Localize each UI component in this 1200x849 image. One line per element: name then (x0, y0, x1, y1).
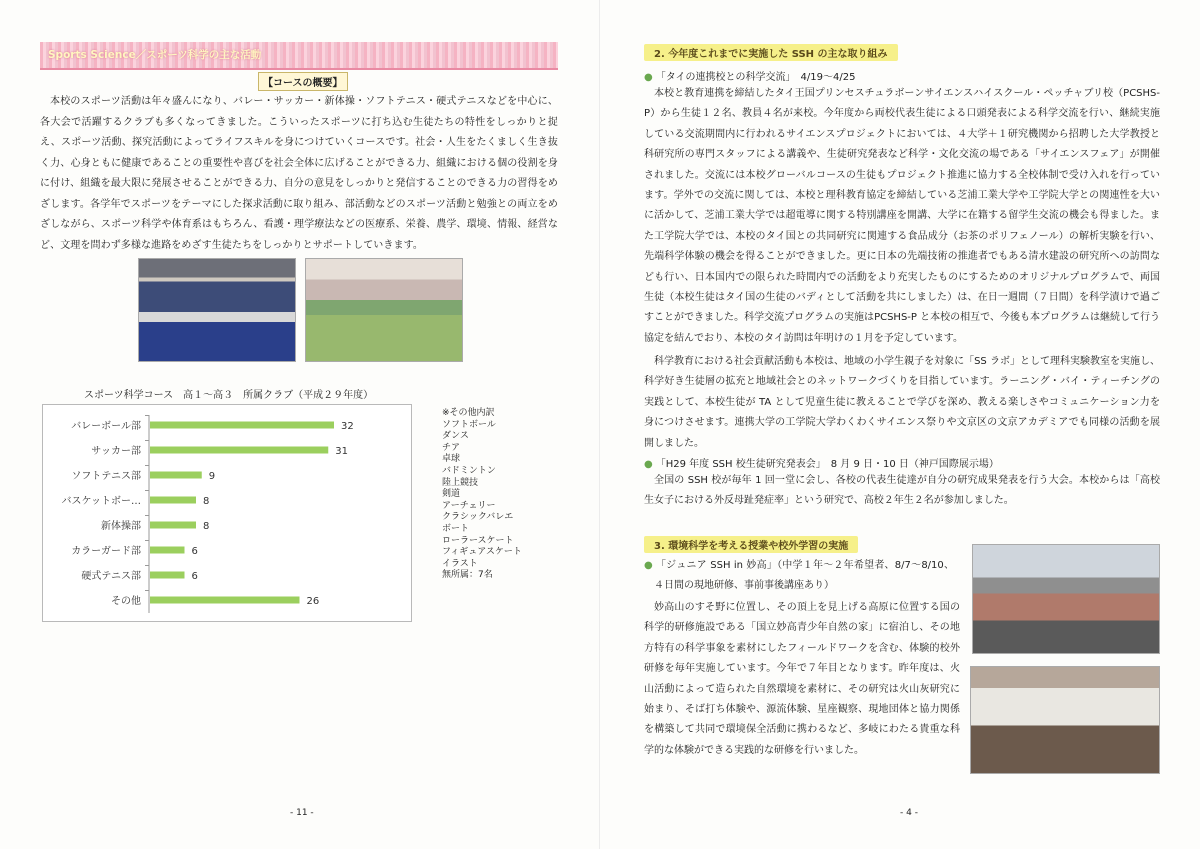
data-label: 6 (191, 571, 198, 582)
category-label: その他 (111, 596, 141, 607)
bar (150, 447, 328, 454)
bar (150, 547, 185, 554)
category-label: ソフトテニス部 (71, 471, 141, 482)
h29-presentation-paragraph: 全国の SSH 校が毎年 1 回一堂に会し、各校の代表生徒達が自分の研究成果発表を行う大会。本校からは「高校生女子における外反母趾発症率」という研究で、高校２年生２名が参加しました。 (644, 475, 1160, 507)
other-item: アーチェリー (442, 500, 496, 511)
other-item: ローラースケート (442, 535, 514, 546)
soccer-photo (305, 258, 463, 362)
data-label: 6 (191, 546, 198, 557)
junior-ssh-title-text: 「ジュニア SSH in 妙高」（中学１年〜２年希望者、8/7〜8/10、４日間の現地研修、事前事後講座あり） (654, 560, 954, 592)
bar (150, 472, 202, 479)
bullet-icon: ● (644, 560, 653, 571)
course-overview-text: 本校のスポーツ活動は年々盛んになり、バレー・サッカー・新体操・ソフトテニス・硬式テニスなどを中心に、各大会で活躍するクラブも多くなってきました。こういったスポーツに打ち込む生徒たちの特性をしっかりと捉え、スポーツ活動、探究活動によってライフスキルを身につけていくコースです。社会・人生をたくましく生き抜く力、心身ともに健康であることの重要性や喜びを社会全体に広げることができる力、組織における個の役割を身に付け、組織を最大限に発展させることができる力、自分の意見をしっかりと発信することのできる力の習得をめざします。各学年でスポーツをテーマにした探求活動に取り組み、部活動などのスポーツ活動と勉強との両立をめざしながら、スポーツ科学や体育系はもちろん、看護・理学療法などの医療系、栄養、農学、環境、情報、経営など、文理を問わず多様な進路をめざす生徒たちをしっかりとサポートしていきます。 (40, 96, 558, 251)
bar (150, 497, 196, 504)
other-item: ソフトボール (442, 419, 496, 430)
data-label: 8 (203, 521, 210, 532)
category-label: 硬式テニス部 (81, 571, 141, 582)
right-page (600, 0, 1200, 849)
category-label: サッカー部 (91, 446, 141, 457)
banner-title: Sports Science／スポーツ科学の主な活動 (48, 49, 262, 61)
club-bar-chart (42, 404, 412, 622)
other-breakdown-title: ※その他内訳 (442, 408, 495, 418)
bar (150, 522, 196, 529)
unaffiliated-note: 無所属：7名 (442, 570, 493, 581)
other-item: ダンス (442, 431, 469, 442)
junior-ssh-paragraph: 妙高山のすそ野に位置し、その頂上を見上げる高原に位置する国の科学的研修施設である「国立妙高青少年自然の家」に宿泊し、その地方特有の科学事象を素材にしたフィールドワークを含む、体験的校外研修を毎年実施しています。今年で７年目となります。昨年度は、火山活動によって造られた自然環境を素材に、その研究は火山灰研究に始まり、そば打ち体験や、源流体験、星座観察、現地団体と協力関係を構築して共同で環境保全活動に携わるなど、多岐にわたる貴重な科学的な体験ができる実践的な研修を行いました。 (644, 602, 960, 756)
chart-title: スポーツ科学コース 高１〜高３ 所属クラブ（平成２９年度） (84, 390, 374, 401)
h29-presentation-title-text: 「H29 年度 SSH 校生徒研究発表会」 8 月 9 日・10 日（神戸国際展示場） (655, 459, 999, 470)
ss-lab-paragraph: 科学教育における社会貢献活動も本校は、地域の小学生親子を対象に「SS ラボ」として理科実験教室を実施し、科学好き生徒層の拡充と地域社会とのネットワークづくりを目指しています。ラーニング・バイ・ティーチングの実践として、本校生徒が TA として児童生徒に教えることで学びを深め、教える楽しさやコミュニケーション力を身につけさせます。連携大学の工学院大学わくわくサイエンス祭りや文京区の文京アカデミアでも同様の活動を展開しました。 (644, 356, 1160, 449)
other-breakdown-items (442, 420, 522, 571)
other-item: クラシックバレエ (442, 512, 514, 523)
street-group-photo (972, 544, 1160, 654)
junior-ssh-title (644, 556, 954, 597)
other-item: 剣道 (442, 489, 461, 500)
other-item: イラスト (442, 558, 478, 569)
other-item: フィギュアスケート (442, 547, 522, 558)
other-item: チア (442, 442, 461, 453)
category-label: バレーボール部 (71, 421, 141, 432)
section-heading-3: 3. 環境科学を考える授業や校外学習の実施 (644, 536, 858, 553)
chart-svg (43, 405, 411, 621)
bullet-icon: ● (644, 72, 653, 83)
thai-exchange-title (644, 68, 855, 83)
other-item: 卓球 (442, 454, 461, 465)
other-item: ボート (442, 523, 470, 534)
data-label: 26 (306, 596, 320, 607)
data-label: 31 (335, 446, 348, 457)
course-overview-label: 【コースの概要】 (258, 72, 348, 91)
category-label: 新体操部 (101, 521, 141, 532)
other-breakdown (442, 408, 522, 582)
bar (150, 422, 334, 429)
page-number-right: - 4 - (900, 808, 918, 818)
h29-presentation-title (644, 455, 999, 470)
volleyball-photo (138, 258, 296, 362)
page-number-left: - 11 - (290, 808, 314, 818)
thai-exchange-title-text: 「タイの連携校との科学交流」 4/19〜4/25 (655, 72, 856, 83)
other-item: バドミントン (442, 465, 496, 476)
data-label: 8 (203, 496, 210, 507)
category-label: カラーガード部 (71, 546, 141, 557)
bar (150, 597, 300, 604)
section-heading-2: 2. 今年度これまでに実施した SSH の主な取り組み (644, 44, 898, 61)
bar (150, 572, 185, 579)
thai-exchange-paragraph: 本校と教育連携を締結したタイ王国プリンセスチュラボーンサイエンスハイスクール・ペッチャブリ校（PCSHS-P）から生徒１２名、教員４名が来校。今年度から両校代表生徒による口頭発表による科学交流を行い、継続実施している交流期間内に行われるサイエンスプロジェクトにおいては、４大学＋１研究機関から招聘した大学教授と科研究所の専門スタッフによる講義や、生徒研究発表など科学・文化交流の場である「サイエンスフェア」が開催されました。交流には本校グローバルコースの生徒もプロジェクト推進に協力する全校体制で受け入れを行っています。学外での交流に関しては、本校と理科教育協定を締結している芝浦工業大学や工学院大学との関連性を大いに活かして、芝浦工業大学では超電導に関する特別講座を開講、大学に在籍する留学生交流の機会も得ました。また工学院大学では、本校のタイ国との共同研究に関連する食品成分（お茶のポリフェノール）の解析実験を行い、先端科学体験の機会を得ることができました。更に日本の先端技術の推進者でもある清水建設の研究所への訪問なども行い、日本国内での限られた時間内での活動をより充実したものにするためのオリジナルプログラムで、両国生徒（本校生徒はタイ国の生徒のバディとして活動を共にしました）は、在日一週間（７日間）を科学漬けで過ごすことができました。科学交流プログラムの実施はPCSHS-P と本校の相互で、今後も本プログラムは継続して行う協定を結んでおり、本校のタイ訪問は年明けの１月を予定しています。 (644, 88, 1160, 344)
other-item: 陸上競技 (442, 477, 479, 488)
classroom-photo (970, 666, 1160, 774)
bullet-icon: ● (644, 459, 653, 470)
category-label: バスケットボー… (61, 496, 141, 507)
data-label: 32 (341, 421, 354, 432)
data-label: 9 (208, 471, 216, 482)
section-banner (40, 42, 558, 70)
